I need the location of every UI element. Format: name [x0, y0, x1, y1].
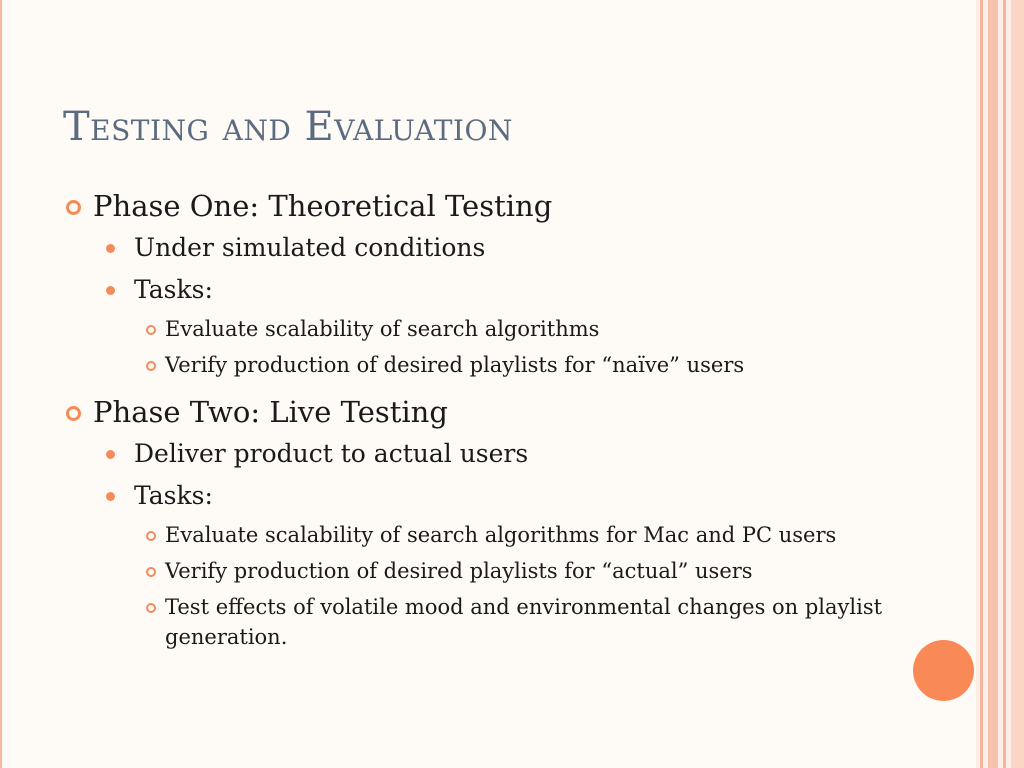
sub-bullet-item-text: Test effects of volatile mood and environmental changes on playlist generation. [165, 595, 883, 649]
ring-bullet-icon [66, 406, 81, 421]
dot-bullet-icon [106, 450, 115, 459]
bullet-item-text: Deliver product to actual users [134, 439, 529, 468]
section-heading-text: Phase Two: Live Testing [93, 395, 448, 429]
decorative-stripe [988, 0, 998, 768]
dot-bullet-icon [106, 286, 115, 295]
sub-bullet-item [62, 556, 892, 586]
bullet-item-text: Under simulated conditions [134, 233, 486, 262]
dot-bullet-icon [106, 492, 115, 501]
bullet-item [62, 436, 892, 472]
slide-title: Testing and Evaluation [63, 104, 513, 150]
decorative-stripe [980, 0, 983, 768]
slide-body [62, 186, 892, 658]
section-heading [62, 392, 892, 432]
bullet-item [62, 230, 892, 266]
decorative-stripe [1011, 0, 1024, 768]
bullet-item-text: Tasks: [134, 481, 213, 510]
sub-bullet-item-text: Evaluate scalability of search algorithms for Mac and PC users [165, 523, 837, 547]
sub-bullet-item-text: Verify production of desired playlists for “actual” users [165, 559, 753, 583]
bullet-item-text: Tasks: [134, 275, 213, 304]
small-ring-bullet-icon [146, 567, 156, 577]
small-ring-bullet-icon [146, 361, 156, 371]
sub-bullet-item-text: Evaluate scalability of search algorithms [165, 317, 600, 341]
sub-bullet-item [62, 592, 892, 652]
bullet-item [62, 272, 892, 308]
bullet-item [62, 478, 892, 514]
small-ring-bullet-icon [146, 531, 156, 541]
sub-bullet-item [62, 350, 892, 380]
dot-bullet-icon [106, 244, 115, 253]
ring-bullet-icon [66, 200, 81, 215]
sub-bullet-item [62, 520, 892, 550]
small-ring-bullet-icon [146, 325, 156, 335]
small-ring-bullet-icon [146, 603, 156, 613]
sub-bullet-item-text: Verify production of desired playlists for “naïve” users [165, 353, 745, 377]
section-heading-text: Phase One: Theoretical Testing [93, 189, 553, 223]
decorative-stripe [1003, 0, 1006, 768]
accent-circle [913, 640, 974, 701]
section-heading [62, 186, 892, 226]
slide-left-border [0, 0, 2, 768]
sub-bullet-item [62, 314, 892, 344]
